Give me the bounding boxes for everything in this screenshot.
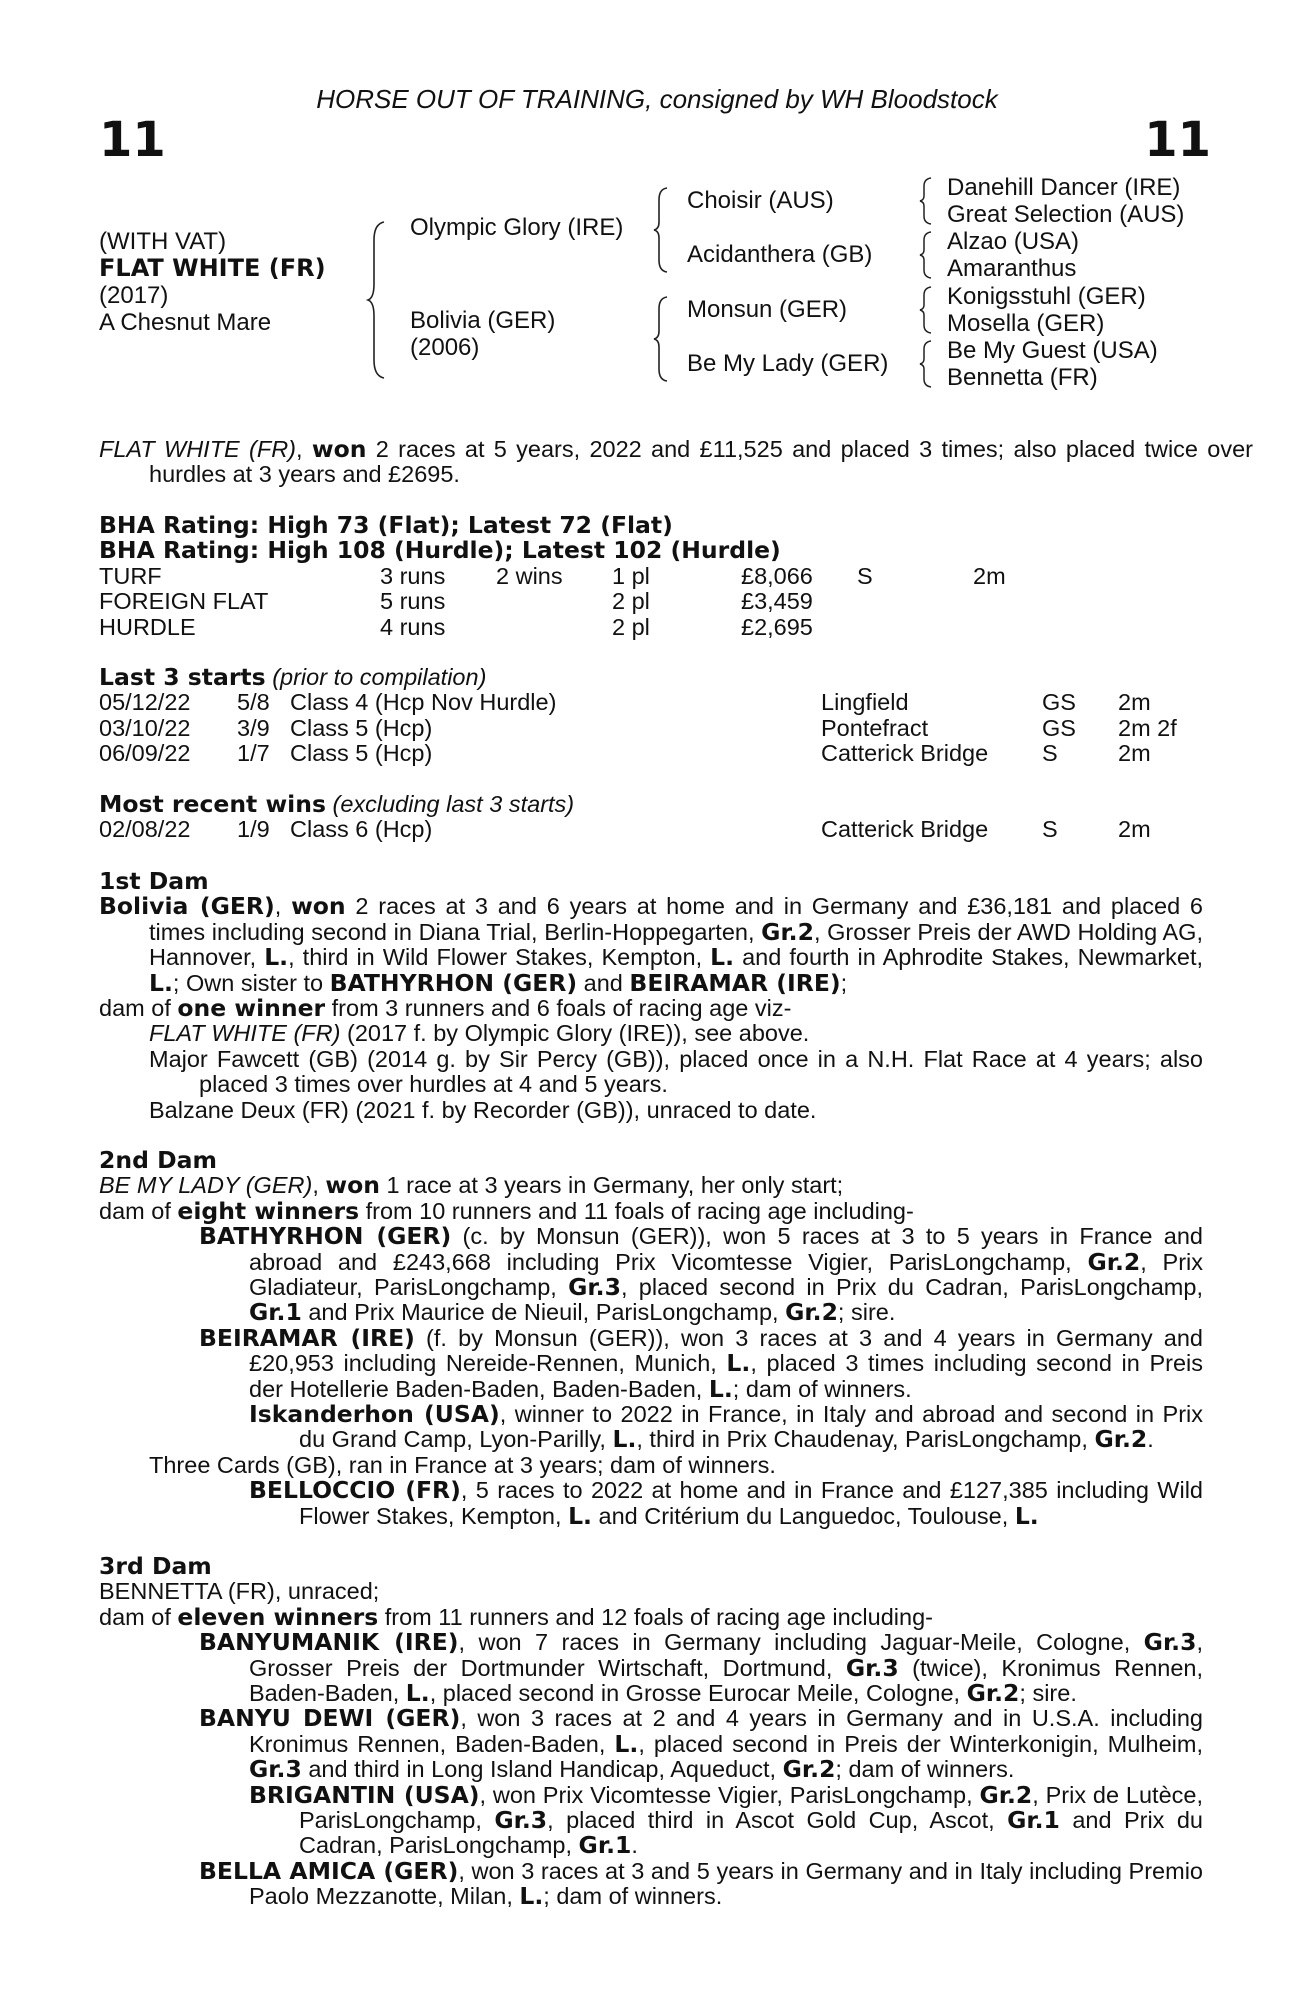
ratings-block xyxy=(99,513,1203,640)
dam-year: (2006) xyxy=(410,334,480,361)
recent-win-row-going: S xyxy=(1042,816,1058,843)
gen3-7: Be My Guest (USA) xyxy=(947,337,1158,364)
last-start-row-race: Class 5 (Hcp) xyxy=(290,714,433,741)
first-dam-name: Bolivia (GER) xyxy=(99,892,275,921)
third-dam-grandproduce-1: BRIGANTIN (USA), won Prix Vicomtesse Vigier, ParisLongchamp, Gr.2, Prix de Lutèce, ParisLongchamp, Gr.3, placed third in Ascot Gold Cup, Ascot, Gr.1 and Prix du Cadran, ParisLongchamp, Gr.1. xyxy=(249,1780,1203,1860)
first-dam-section xyxy=(99,869,1203,1123)
lot-number-left: 11 xyxy=(99,112,166,168)
third-dam-title: 3rd Dam xyxy=(99,1552,212,1580)
record-row-going: S xyxy=(857,562,873,589)
last-start-row-course: Pontefract xyxy=(821,714,929,741)
gen2-dam-dam: Be My Lady (GER) xyxy=(687,350,889,377)
record-row-dist: 2m xyxy=(973,562,1006,589)
second-dam-grandproduce-2: BELLOCCIO (FR), 5 races to 2022 at home and in France and £127,385 including Wild Flower Stakes, Kempton, L. and Critérium du Languedoc, Toulouse, L. xyxy=(249,1476,1204,1530)
brace-g3-1 xyxy=(918,176,934,226)
gen3-4: Amaranthus xyxy=(947,255,1077,282)
recent-wins-note: (excluding last 3 starts) xyxy=(332,791,575,817)
page-header: HORSE OUT OF TRAINING, consigned by WH Bloodstock xyxy=(316,84,998,114)
gen2-dam-sire: Monsun (GER) xyxy=(687,296,848,323)
last-start-row-race: Class 5 (Hcp) xyxy=(290,740,433,767)
horse-summary: FLAT WHITE (FR), won 2 races at 5 years, 2022 and £11,525 and placed 3 times; also placed twice over hurdles at 3 years and £2695. xyxy=(99,435,1254,488)
recent-win-row-date: 02/08/22 xyxy=(99,816,191,843)
recent-win-row-pos: 1/9 xyxy=(237,816,270,843)
recent-wins-table xyxy=(99,817,1203,842)
recent-win-row-race: Class 6 (Hcp) xyxy=(290,816,433,843)
first-dam-title: 1st Dam xyxy=(99,867,209,895)
third-dam-produce-2: BANYU DEWI (GER), won 3 races at 2 and 4 years in Germany and in U.S.A. including Kronimus Rennen, Baden-Baden, L., placed second in Preis der Winterkonigin, Mulheim, Gr.3 and third in Long Island Handicap, Aqueduct, Gr.2; dam of winners. xyxy=(199,1704,1203,1784)
record-row-runs: 5 runs xyxy=(380,588,446,615)
last-start-row-dist: 2m 2f xyxy=(1118,714,1177,741)
second-dam-produce-summary: dam of eight winners from 10 runners and 11 foals of racing age including- xyxy=(99,1196,914,1225)
summary-text: 2 races at 5 years, 2022 and £11,525 and placed 3 times; also placed twice over hurdles at 3 years and £2695. xyxy=(149,436,1254,488)
third-dam-produce-summary: dam of eleven winners from 11 runners and 12 foals of racing age including- xyxy=(99,1602,933,1631)
second-dam-record: BE MY LADY (GER), won 1 race at 3 years in Germany, her only start; xyxy=(99,1171,844,1200)
last-start-row-date: 05/12/22 xyxy=(99,689,191,716)
brace-main xyxy=(366,220,388,380)
horse-description: A Chesnut Mare xyxy=(99,309,272,336)
brace-g3-4 xyxy=(918,339,934,389)
brace-dam xyxy=(652,295,670,383)
third-dam-produce-1: BANYUMANIK (IRE), won 7 races in Germany including Jaguar-Meile, Cologne, Gr.3, Grosser Preis der Dortmunder Wirtschaft, Dortmund, Gr.3 (twice), Kronimus Rennen, Baden-Baden, L., placed second in Grosse Eurocar Meile, Cologne, Gr.2; sire. xyxy=(199,1628,1203,1708)
record-row-prize: £3,459 xyxy=(741,588,813,615)
third-dam-section xyxy=(99,1554,1203,1910)
second-dam-section xyxy=(99,1148,1203,1529)
record-row-runs: 3 runs xyxy=(380,562,446,589)
bha-rating-flat: BHA Rating: High 73 (Flat); Latest 72 (Flat) xyxy=(99,511,673,539)
lot-number-right: 11 xyxy=(1144,112,1211,168)
last-start-row-date: 06/09/22 xyxy=(99,740,191,767)
horse-name: FLAT WHITE (FR) xyxy=(99,254,326,282)
record-row-pl: 2 pl xyxy=(612,588,650,615)
gen3-3: Alzao (USA) xyxy=(947,228,1080,255)
second-dam-title: 2nd Dam xyxy=(99,1146,217,1174)
brace-g3-3 xyxy=(918,285,934,335)
gen3-2: Great Selection (AUS) xyxy=(947,201,1185,228)
summary-won: won xyxy=(311,435,367,463)
record-row xyxy=(99,615,1203,640)
record-row-wins: 2 wins xyxy=(496,562,563,589)
last-start-row xyxy=(99,741,1203,766)
record-row-pl: 1 pl xyxy=(612,562,650,589)
first-dam-produce-summary: dam of one winner from 3 runners and 6 foals of racing age viz- xyxy=(99,994,792,1023)
summary-horse-name: FLAT WHITE (FR) xyxy=(99,436,297,462)
gen3-5: Konigsstuhl (GER) xyxy=(947,283,1146,310)
third-dam-produce-3: BELLA AMICA (GER), won 3 races at 3 and 5 years in Germany and in Italy including Premio Paolo Mezzanotte, Milan, L.; dam of winners. xyxy=(199,1856,1203,1911)
first-dam-produce-1: FLAT WHITE (FR) (2017 f. by Olympic Glory (IRE)), see above. xyxy=(149,1020,810,1047)
record-row-prize: £8,066 xyxy=(741,562,813,589)
recent-win-row-course: Catterick Bridge xyxy=(821,816,989,843)
gen3-8: Bennetta (FR) xyxy=(947,364,1098,391)
last-start-row-going: GS xyxy=(1042,689,1076,716)
last-start-row-race: Class 4 (Hcp Nov Hurdle) xyxy=(290,689,557,716)
last-start-row-dist: 2m xyxy=(1118,740,1151,767)
last-start-row-pos: 1/7 xyxy=(237,740,270,767)
first-dam-won: won xyxy=(291,892,346,921)
first-dam-produce-2: Major Fawcett (GB) (2014 g. by Sir Percy (GB)), placed once in a N.H. Flat Race at 4 years; also placed 3 times over hurdles at 4 and 5 years. xyxy=(149,1045,1203,1098)
brace-sire xyxy=(652,186,670,274)
last-start-row-course: Catterick Bridge xyxy=(821,740,989,767)
last-start-row-pos: 3/9 xyxy=(237,714,270,741)
last-start-row xyxy=(99,716,1203,741)
last-start-row-going: GS xyxy=(1042,714,1076,741)
recent-wins-block xyxy=(99,792,1203,843)
dam-name: Bolivia (GER) xyxy=(410,307,556,334)
record-row-type: FOREIGN FLAT xyxy=(99,588,269,615)
last-starts-table xyxy=(99,690,1203,766)
first-dam-produce-3: Balzane Deux (FR) (2021 f. by Recorder (GB)), unraced to date. xyxy=(149,1096,817,1123)
second-dam-grandproduce-1: Iskanderhon (USA), winner to 2022 in France, in Italy and abroad and second in Prix du Grand Camp, Lyon-Parilly, L., third in Prix Chaudenay, ParisLongchamp, Gr.2. xyxy=(249,1400,1203,1454)
gen3-1: Danehill Dancer (IRE) xyxy=(947,174,1181,201)
record-row-pl: 2 pl xyxy=(612,613,650,640)
brace-g3-2 xyxy=(918,230,934,280)
last-start-row-dist: 2m xyxy=(1118,689,1151,716)
sire-name: Olympic Glory (IRE) xyxy=(410,214,624,241)
record-row xyxy=(99,589,1203,614)
last-start-row xyxy=(99,690,1203,715)
record-row-type: TURF xyxy=(99,562,162,589)
recent-win-row-dist: 2m xyxy=(1118,816,1151,843)
third-dam-record: BENNETTA (FR), unraced; xyxy=(99,1578,380,1605)
first-dam-record: Bolivia (GER), won 2 races at 3 and 6 years at home and in Germany and £36,181 and placed 6 times including second in Diana Trial, Berlin-Hoppegarten, Gr.2, Grosser Preis der AWD Holding AG, Hannover, L., third in Wild Flower Stakes, Kempton, L. and fourth in Aphrodite Stakes, Newmarket, L.; Own sister to BATHYRHON (GER) and BEIRAMAR (IRE); xyxy=(99,892,1203,997)
gen3-6: Mosella (GER) xyxy=(947,310,1105,337)
last-starts-title: Last 3 starts xyxy=(99,663,266,691)
record-row-runs: 4 runs xyxy=(380,613,446,640)
horse-vat: (WITH VAT) xyxy=(99,228,227,255)
second-dam-produce-2: BEIRAMAR (IRE) (f. by Monsun (GER)), won 3 races at 3 and 4 years in Germany and £20,953 including Nereide-Rennen, Munich, L., placed 3 times including second in Preis der Hotellerie Baden-Baden, Baden-Baden, L.; dam of winners. xyxy=(199,1323,1203,1403)
race-record-table xyxy=(99,564,1203,640)
second-dam-name: BE MY LADY (GER) xyxy=(99,1172,313,1199)
second-dam-produce-3: Three Cards (GB), ran in France at 3 years; dam of winners. xyxy=(149,1451,776,1478)
record-row-type: HURDLE xyxy=(99,613,196,640)
recent-wins-title: Most recent wins xyxy=(99,790,326,818)
last-start-row-date: 03/10/22 xyxy=(99,714,191,741)
last-start-row-pos: 5/8 xyxy=(237,689,270,716)
recent-win-row xyxy=(99,817,1203,842)
gen2-sire-dam: Acidanthera (GB) xyxy=(687,241,873,268)
record-row xyxy=(99,564,1203,589)
gen2-sire-sire: Choisir (AUS) xyxy=(687,187,834,214)
horse-year: (2017) xyxy=(99,282,169,309)
last-start-row-going: S xyxy=(1042,740,1058,767)
second-dam-produce-1: BATHYRHON (GER) (c. by Monsun (GER)), won 5 races at 3 to 5 years in France and abroad and £243,668 including Prix Vicomtesse Vigier, ParisLongchamp, Gr.2, Prix Gladiateur, ParisLongchamp, Gr.3, placed second in Prix du Cadran, ParisLongchamp, Gr.1 and Prix Maurice de Nieuil, ParisLongchamp, Gr.2; sire. xyxy=(199,1222,1203,1327)
record-row-prize: £2,695 xyxy=(741,613,813,640)
last-starts-block xyxy=(99,665,1203,767)
bha-rating-hurdle: BHA Rating: High 108 (Hurdle); Latest 102 (Hurdle) xyxy=(99,536,781,565)
last-starts-note: (prior to compilation) xyxy=(272,664,487,690)
last-start-row-course: Lingfield xyxy=(821,689,909,716)
